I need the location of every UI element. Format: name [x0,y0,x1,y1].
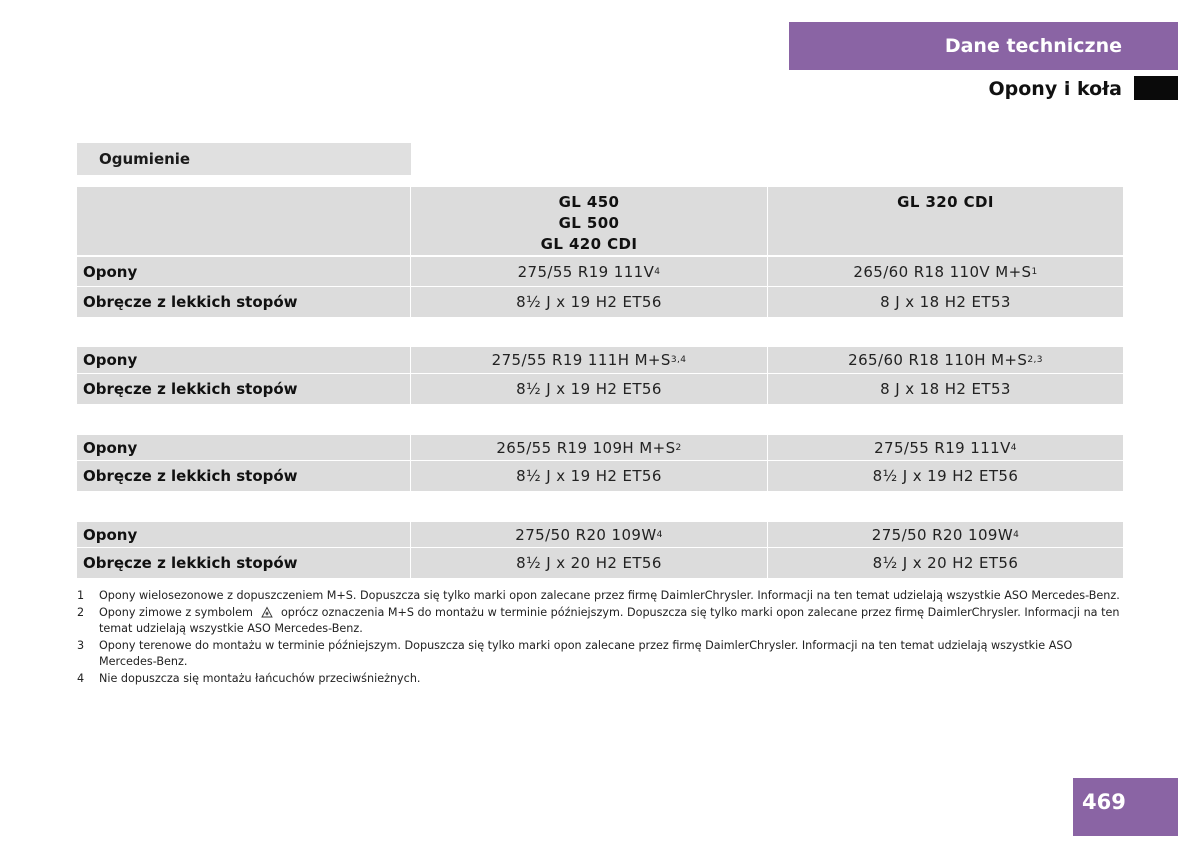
table-row [77,435,1123,460]
tire-size-cell: 275/50 R20 109W 4 [768,522,1123,547]
table-row [77,522,1123,547]
footnote-text: Opony wielosezonowe z dopuszczeniem M+S. Dopuszcza się tylko marki opon zalecane przez firmę DaimlerChrysler. Informacji na ten temat udzielają wszystkie ASO Mercedes-Benz. [99,589,1120,602]
footnote-number: 2 [77,605,85,619]
tire-size-cell: 265/60 R18 110H M+S 2,3 [768,347,1123,373]
column-header-line: GL 450 [558,193,620,211]
table-row [77,347,1123,373]
footnote-text: Opony terenowe do montażu w terminie późniejszym. Dopuszcza się tylko marki opon zalecane przez firmę DaimlerChrysler. Informacji na ten temat udzielają wszystkie ASO Mercedes-Benz. [99,638,1073,668]
footnote-number: 1 [77,589,85,602]
column-header-line: GL 420 CDI [540,235,638,253]
page-number: 469 [1073,778,1178,836]
tire-size-cell: 275/55 R19 111V 4 [768,435,1123,460]
snowflake-mountain-icon [261,606,273,618]
row-label: Obręcze z lekkich stopów [77,548,410,578]
table-title: Ogumienie [77,143,411,175]
table-header-row [77,187,1123,255]
rim-size-cell: 8½ J x 19 H2 ET56 [411,287,767,317]
column-header-line: GL 320 CDI [897,193,994,211]
footnote [77,605,1127,638]
footnote [77,671,1127,688]
column-header-gl450 [411,187,767,255]
table-row [77,461,1123,491]
tire-size-cell: 275/55 R19 111H M+S 3,4 [411,347,767,373]
row-label: Obręcze z lekkich stopów [77,461,410,491]
row-label: Opony [77,347,410,373]
header-empty-cell [77,187,410,255]
tire-size-cell: 275/55 R19 111V 4 [411,257,767,286]
rim-size-cell: 8½ J x 19 H2 ET56 [411,461,767,491]
column-header-gl320cdi [768,187,1123,255]
rim-size-cell: 8½ J x 19 H2 ET56 [768,461,1123,491]
row-label: Opony [77,435,410,460]
footnotes [77,588,1127,687]
chapter-tab-marker [1134,76,1178,100]
tire-size-cell: 275/50 R20 109W 4 [411,522,767,547]
footnote-text: Opony zimowe z symbolem oprócz oznaczenia M+S do montażu w terminie późniejszym. Dopuszcza się tylko marki opon zalecane przez firmę DaimlerChrysler. Informacji na ten temat udzielają wszystkie ASO Mercedes-Benz. [99,605,1120,635]
footnote [77,588,1127,605]
row-label: Obręcze z lekkich stopów [77,287,410,317]
row-label: Obręcze z lekkich stopów [77,374,410,404]
footnote-number: 3 [77,638,85,652]
rim-size-cell: 8½ J x 20 H2 ET56 [768,548,1123,578]
column-header-line: GL 500 [558,214,620,232]
rim-size-cell: 8 J x 18 H2 ET53 [768,287,1123,317]
rim-size-cell: 8½ J x 20 H2 ET56 [411,548,767,578]
section-header [789,22,1178,70]
footnote [77,638,1127,671]
tire-size-cell: 265/55 R19 109H M+S 2 [411,435,767,460]
table-row [77,548,1123,578]
rim-size-cell: 8½ J x 19 H2 ET56 [411,374,767,404]
section-title: Dane techniczne [944,35,1122,57]
subsection-title: Opony i koła [988,78,1122,100]
footnote-number: 4 [77,671,85,685]
table-row [77,257,1123,286]
row-label: Opony [77,257,410,286]
row-label: Opony [77,522,410,547]
table-row [77,374,1123,404]
footnote-text: Nie dopuszcza się montażu łańcuchów przeciwśnieżnych. [99,671,421,685]
tire-size-cell: 265/60 R18 110V M+S 1 [768,257,1123,286]
rim-size-cell: 8 J x 18 H2 ET53 [768,374,1123,404]
table-row [77,287,1123,317]
